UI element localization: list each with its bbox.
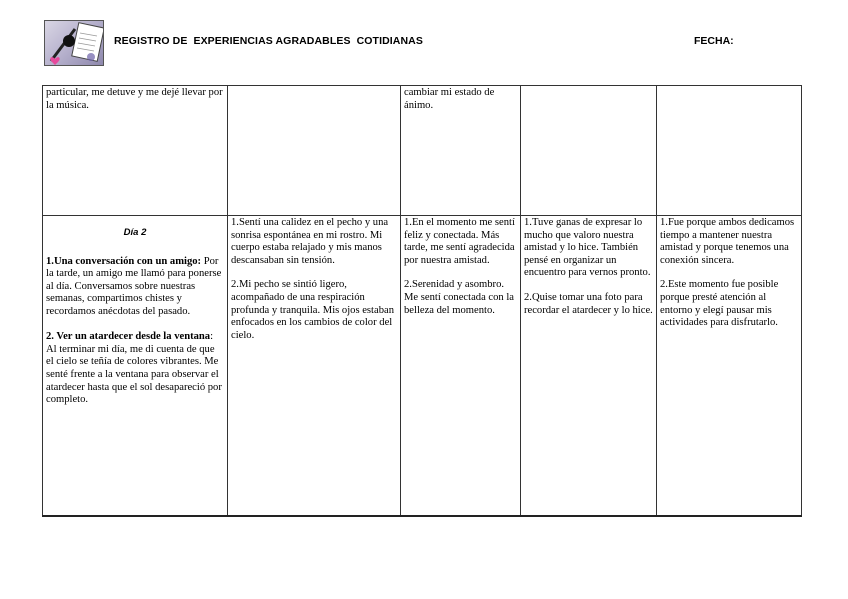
experience-title: 1.Una conversación con un amigo: bbox=[46, 255, 202, 267]
cell-paragraph: 2.Mi pecho se sintió ligero, acompañado de una respiración profunda y tranquila. Mis ojos estaban enfocados en los cambios de color del cielo. bbox=[231, 279, 394, 341]
cell-text: cambiar mi estado de ánimo. bbox=[404, 87, 495, 111]
table-cell bbox=[657, 216, 802, 517]
table-cell bbox=[43, 86, 228, 216]
cell-paragraph: 2.Serenidad y asombro. Me sentí conectada con la belleza del momento. bbox=[404, 279, 515, 316]
date-label: FECHA: bbox=[694, 35, 734, 47]
table-cell bbox=[657, 86, 802, 216]
table-row bbox=[43, 216, 802, 517]
experience-text: : Al terminar mi día, me di cuenta de que el cielo se teñía de colores vibrantes. Me senté frente a la ventana para observar el atardecer hasta que el sol desapareció por completo. bbox=[46, 331, 222, 406]
table-cell bbox=[228, 86, 401, 216]
cell-paragraph: 2.Este momento fue posible porque presté atención al entorno y elegí pausar mis actividades para disfrutarlo. bbox=[660, 279, 779, 329]
cell-text: particular, me detuve y me dejé llevar por la música. bbox=[46, 87, 223, 111]
experience-text: Por la tarde, un amigo me llamó para ponerse al día. Conversamos sobre nuestras semanas, compartimos chistes y recordamos anécdotas del pasado. bbox=[46, 255, 222, 317]
table-cell bbox=[521, 216, 657, 517]
notebook-pen-heart-icon bbox=[44, 20, 104, 66]
day-label: Día 2 bbox=[123, 227, 147, 238]
page-title: REGISTRO DE EXPERIENCIAS AGRADABLES COTIDIANAS bbox=[114, 35, 423, 47]
experience-title: 2. Ver un atardecer desde la ventana bbox=[46, 331, 211, 343]
table-cell bbox=[401, 216, 521, 517]
cell-paragraph: 2.Quise tomar una foto para recordar el atardecer y lo hice. bbox=[524, 291, 653, 316]
cell-paragraph: 1.Sentí una calidez en el pecho y una sonrisa espontánea en mi rostro. Mi cuerpo estaba relajado y mis manos descansaban sin tensión. bbox=[231, 217, 389, 266]
cell-paragraph: 1.Fue porque ambos dedicamos tiempo a mantener nuestra amistad y porque tenemos una conexión sincera. bbox=[660, 217, 795, 266]
table-cell bbox=[401, 86, 521, 216]
table-cell bbox=[521, 86, 657, 216]
table-cell bbox=[43, 216, 228, 517]
table-row bbox=[43, 86, 802, 216]
experiences-table bbox=[42, 85, 802, 517]
cell-paragraph: 1.En el momento me sentí feliz y conectada. Más tarde, me sentí agradecida por nuestra amistad. bbox=[404, 217, 515, 266]
experience-item bbox=[46, 331, 224, 407]
cell-paragraph: 1.Tuve ganas de expresar lo mucho que valoro nuestra amistad y lo hice. También pensé en organizar un encuentro para vernos pronto. bbox=[524, 217, 651, 279]
table-cell bbox=[228, 216, 401, 517]
experience-item bbox=[46, 256, 224, 319]
page-header bbox=[44, 18, 804, 66]
